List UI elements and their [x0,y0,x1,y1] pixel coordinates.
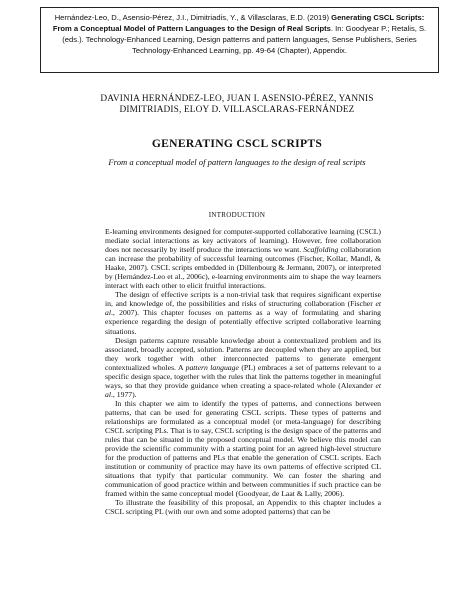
section-heading-introduction: INTRODUCTION [208,211,266,219]
chapter-subtitle: From a conceptual model of pattern languages to the design of real scripts [108,157,366,167]
paragraph-2: The design of effective scripts is a non-trivial task that requires significant expertise in, and knowledge of, the possibilities and risks of structuring collaboration (Fischer et al., 2007). This chapter focuses on patterns as a way of formulating and sharing experience regarding the design of potentially effective scripted collaborative learning situations. [105,290,381,336]
author-line-1: DAVINIA HERNÁNDEZ-LEO, JUAN I. ASENSIO-PÉREZ, YANNIS [100,94,374,104]
chapter-title: GENERATING CSCL SCRIPTS [151,137,323,150]
term-scaffolding: Scaffolding [303,245,339,255]
paragraph-1: E-learning environments designed for computer-supported collaborative learning (CSCL) mediate social interactions as key activators of learning). However, free collaboration does not necessarily by itself produce the interactions we want. Scaffolding collaboration can increase the probability of successful learning outcomes (Fischer, Kollar, Mandl, & Haake, 2007). CSCL scripts embedded in (Dillenbourg & Jermann, 2007), or interpreted by (Hernández-Leo et al., 2006c), e-learning environments aim to shape the way learners interact with each other to elicit fruitful interactions. [105,227,382,291]
author-list [40,94,434,116]
term-pattern-language: pattern language [185,362,239,372]
paragraph-4: In this chapter we aim to identify the types of patterns, and connections between patterns, that can be used for generating CSCL scripts. These types of patterns and relationships are formulated as a conceptual model (or meta-language) for describing CSCL scripting PLs. That is to say, CSCL scripting is the design space of the patterns and rules that can be situated in the proposed conceptual model. We believe this model can provide the scientific community with a starting point for an agreed high-level structure for the production of patterns and PLs that enable the generation of CSCL scripts. Each institution or community of practice may have its own patterns of effective scripted CL situations that typify that particular community. We can foster the sharing and communication of good practice within and between communities if such practice can be framed within the same conceptual model (Goodyear, de Laat & Lally, 2006). [105,398,381,499]
author-line-2: DIMITRIADIS, ELOY D. VILLASCLARAS-FERNÁNDEZ [119,105,355,115]
body-text [105,227,381,517]
citation-source: . In: Goodyear P.; Retalis, S. (eds.). Technology-Enhanced Learning, Design patterns and pattern languages, Sense Publishers, Series Technology-Enhanced Learning, pp. 49-64 (Chapter), Appendix. [62,24,427,55]
citation-authors-year: Hernández-Leo, D., Asensio-Pérez, J.I., Dimitriadis, Y., & Villasclaras, E.D. (2019) [54,13,332,22]
paragraph-3: Design patterns capture reusable knowledge about a contextualized problem and its associated, broadly accepted, solution. Patterns are decoupled when they are applied, but they work together with other interconnected patterns to generate emergent contextualized wholes. A pattern language (PL) embraces a set of patterns relevant to a specific design space, together with the rules that link the patterns together in meaningful ways, so that they provide guidance when creating a space-related whole (Alexander et al., 1977). [105,335,381,399]
paragraph-5: To illustrate the feasibility of this proposal, an Appendix to this chapter includes a CSCL scripting PL (with our own and some adopted patterns) that can be [105,498,381,517]
citation-title: Generating CSCL Scripts: From a Conceptual Model of Pattern Languages to the Design of Real Scripts [52,13,425,33]
citation-box [40,7,439,73]
